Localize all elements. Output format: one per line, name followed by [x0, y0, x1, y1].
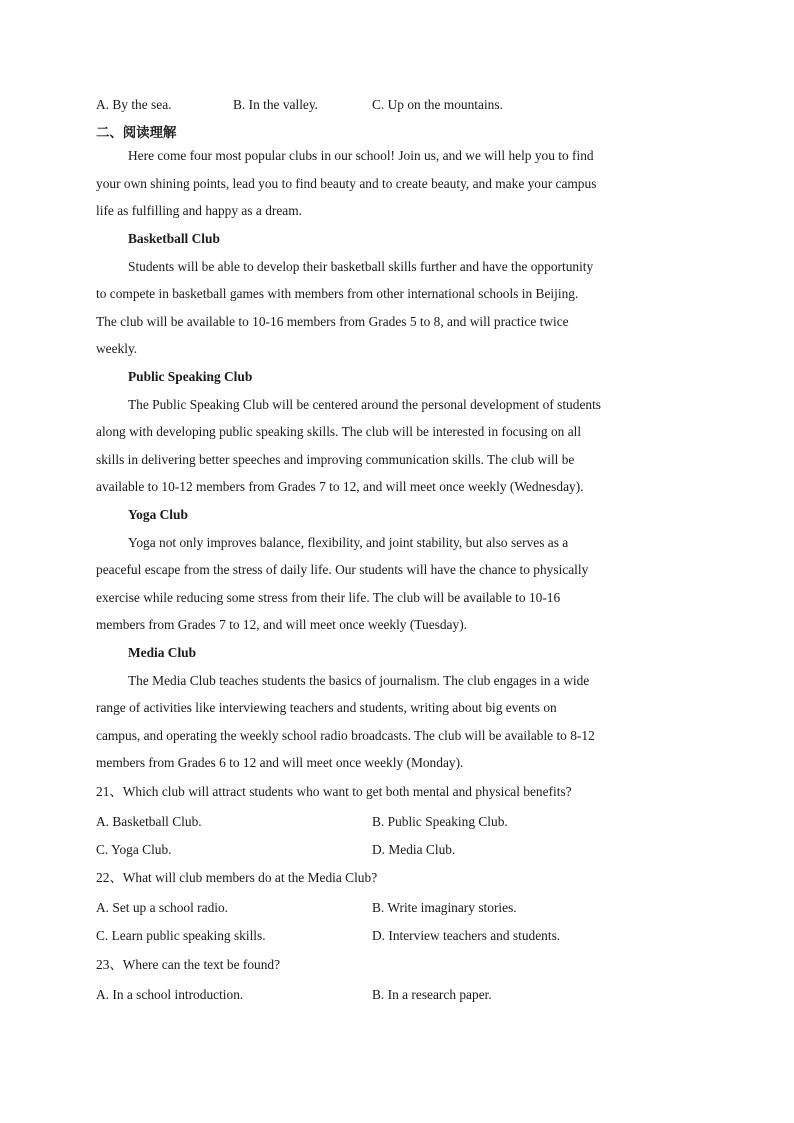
question-21-option-d: D. Media Club.	[372, 842, 456, 857]
club-paragraph-line: weekly.	[96, 341, 138, 356]
club-paragraph-line: The Media Club teaches students the basics of journalism. The club engages in a wide	[128, 673, 590, 688]
question-22-option-c: C. Learn public speaking skills.	[96, 928, 266, 943]
question-21-option-b: B. Public Speaking Club.	[372, 814, 508, 829]
club-paragraph-line: The Public Speaking Club will be centered around the personal development of students	[128, 397, 602, 412]
intro-line: Here come four most popular clubs in our school! Join us, and we will help you to find	[128, 148, 594, 163]
prev-option-b: B. In the valley.	[233, 97, 319, 112]
question-23-option-b: B. In a research paper.	[372, 987, 492, 1002]
club-title-basketball: Basketball Club	[128, 231, 220, 246]
question-22-option-d: D. Interview teachers and students.	[372, 928, 561, 943]
intro-line: your own shining points, lead you to find beauty and to create beauty, and make your campus	[96, 176, 597, 191]
club-title-yoga: Yoga Club	[128, 507, 188, 522]
question-21-stem: 21、Which club will attract students who want to get both mental and physical benefits?	[96, 784, 572, 799]
club-paragraph-line: Students will be able to develop their basketball skills further and have the opportunity	[128, 259, 594, 274]
prev-option-a: A. By the sea.	[96, 97, 172, 112]
club-paragraph-line: members from Grades 6 to 12 and will meet once weekly (Monday).	[96, 755, 464, 770]
club-paragraph-line: members from Grades 7 to 12, and will meet once weekly (Tuesday).	[96, 617, 468, 632]
question-21-option-c: C. Yoga Club.	[96, 842, 172, 857]
club-paragraph-line: The club will be available to 10-16 members from Grades 5 to 8, and will practice twice	[96, 314, 569, 329]
club-title-media: Media Club	[128, 645, 197, 660]
club-paragraph-line: along with developing public speaking skills. The club will be interested in focusing on all	[96, 424, 582, 439]
club-title-public-speaking: Public Speaking Club	[128, 369, 253, 384]
club-paragraph-line: peaceful escape from the stress of daily life. Our students will have the chance to physically	[96, 562, 589, 577]
club-paragraph-line: exercise while reducing some stress from their life. The club will be available to 10-16	[96, 590, 561, 605]
question-23-stem: 23、Where can the text be found?	[96, 957, 281, 972]
question-22-option-a: A. Set up a school radio.	[96, 900, 229, 915]
club-paragraph-line: campus, and operating the weekly school radio broadcasts. The club will be available to 8-12	[96, 728, 595, 743]
question-23-option-a: A. In a school introduction.	[96, 987, 244, 1002]
prev-option-c: C. Up on the mountains.	[372, 97, 503, 112]
club-paragraph-line: skills in delivering better speeches and improving communication skills. The club will be	[96, 452, 575, 467]
intro-line: life as fulfilling and happy as a dream.	[96, 203, 302, 218]
question-22-stem: 22、What will club members do at the Media Club?	[96, 870, 378, 885]
question-21-option-a: A. Basketball Club.	[96, 814, 202, 829]
club-paragraph-line: available to 10-12 members from Grades 7 to 12, and will meet once weekly (Wednesday).	[96, 479, 584, 494]
club-paragraph-line: range of activities like interviewing teachers and students, writing about big events on	[96, 700, 557, 715]
section-heading: 二、阅读理解	[96, 126, 177, 141]
club-paragraph-line: to compete in basketball games with members from other international schools in Beijing.	[96, 286, 579, 301]
question-22-option-b: B. Write imaginary stories.	[372, 900, 517, 915]
club-paragraph-line: Yoga not only improves balance, flexibility, and joint stability, but also serves as a	[128, 535, 569, 550]
